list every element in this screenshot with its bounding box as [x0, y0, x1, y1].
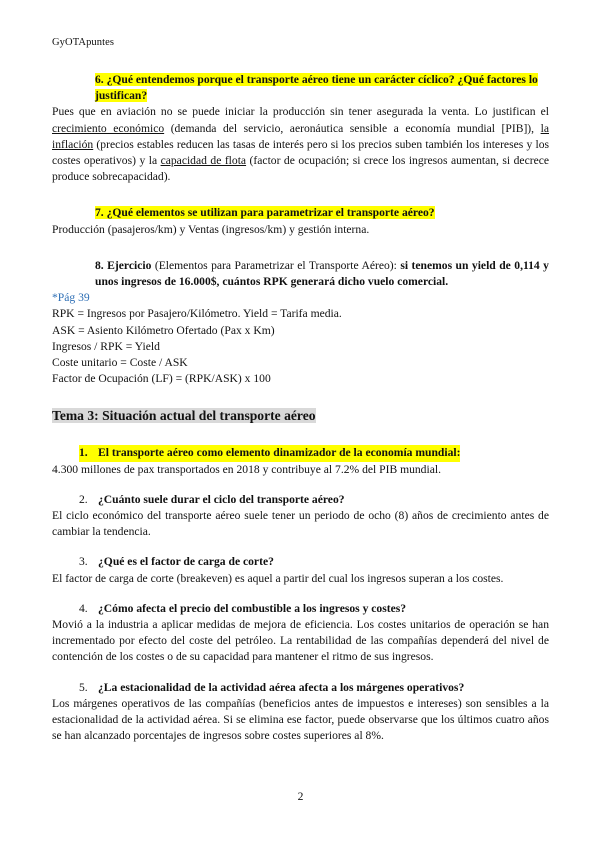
- q6-answer: [52, 104, 549, 185]
- formula-line: Coste unitario = Coste / ASK: [52, 356, 188, 370]
- tema3-item-1-answer: 4.300 millones de pax transportados en 2018 y contribuye al 7.2% del PIB mundial.: [52, 462, 441, 476]
- q8-question: si tenemos un yield de 0,114 y unos ingresos de 16.000$, cuántos RPK generará dicho vuelo comercial.: [95, 258, 549, 289]
- tema3-item-3-answer: El factor de carga de corte (breakeven) es aquel a partir del cual los ingresos superan a los costes.: [52, 571, 504, 585]
- q8-statement: [52, 258, 549, 290]
- item-number: 2.: [79, 492, 88, 506]
- tema3-item-1-title: [52, 445, 549, 461]
- formula-line: Factor de Ocupación (LF) = (RPK/ASK) x 100: [52, 372, 271, 386]
- item-number: 3.: [79, 555, 88, 569]
- item-title: ¿Qué es el factor de carga de corte?: [98, 555, 274, 569]
- tema3-item-3-title: [52, 554, 549, 570]
- q6-answer-part1: Pues que en aviación no se puede iniciar la producción sin tener asegurada la venta. Lo justifican el: [52, 105, 549, 119]
- q6-term-capacidad: capacidad de flota: [160, 154, 247, 168]
- q6-answer-part4: (factor de ocupación; si crece los ingresos aumentan, si decrece produce sobrecapacidad).: [52, 154, 550, 184]
- tema3-item-4-title: [52, 601, 549, 617]
- q7-title: [52, 205, 549, 221]
- formula-line: ASK = Asiento Kilómetro Ofertado (Pax x Km): [52, 323, 275, 337]
- item-number: 4.: [79, 601, 88, 615]
- page-number: 2: [297, 790, 304, 803]
- q6-answer-part3: (precios estables reducen las tasas de interés pero si los precios suben también los intereses y los costes operativos) y la: [52, 137, 549, 168]
- tema3-item-2-answer: El ciclo económico del transporte aéreo suele tener un periodo de ocho (8) años de crecimiento antes de cambiar la tendencia.: [52, 509, 549, 539]
- formula-line: Ingresos / RPK = Yield: [52, 339, 160, 353]
- header-brand: GyOTApuntes: [52, 37, 115, 48]
- q7-answer: Producción (pasajeros/km) y Ventas (ingresos/km) y gestión interna.: [52, 222, 370, 236]
- tema3-item-5-answer: Los márgenes operativos de las compañías (beneficios antes de impuestos e intereses) son sensibles a la estacionalidad de la actividad aérea. Si se elimina ese factor, puede observarse que los últimos cuatro años se han alcanzado porcentajes de ingresos sobre costes superiores al 8%.: [52, 696, 549, 743]
- section-heading: [52, 407, 549, 425]
- q8-paren: (Elementos para Parametrizar el Transporte Aéreo):: [151, 258, 401, 272]
- q6-title: [52, 72, 549, 104]
- q6-term-inflacion: la inflación: [52, 121, 549, 151]
- q6-term-crecimiento: crecimiento económico: [52, 121, 165, 135]
- item-number: 5.: [79, 680, 88, 694]
- q7-title-text: 7. ¿Qué elementos se utilizan para parametrizar el transporte aéreo?: [95, 206, 435, 220]
- tema3-item-5-title: [52, 680, 549, 696]
- section-heading-text: Tema 3: Situación actual del transporte aéreo: [52, 408, 316, 424]
- q6-answer-part2: (demanda del servicio, aeronáutica sensible a economía mundial [PIB]),: [164, 121, 541, 135]
- item-title: ¿Cuánto suele durar el ciclo del transporte aéreo?: [98, 492, 345, 506]
- tema3-item-2-title: [52, 492, 549, 508]
- page-content: [52, 72, 549, 745]
- q6-title-text: 6. ¿Qué entendemos porque el transporte aéreo tiene un carácter cíclico? ¿Qué factores lo justifican?: [95, 73, 538, 103]
- item-title: ¿La estacionalidad de la actividad aérea afecta a los márgenes operativos?: [98, 680, 465, 694]
- item-title: El transporte aéreo como elemento dinamizador de la economía mundial:: [98, 445, 460, 461]
- formula-line: RPK = Ingresos por Pasajero/Kilómetro. Yield = Tarifa media.: [52, 307, 342, 321]
- q8-page-ref: *Pág 39: [52, 291, 90, 305]
- item-number: 1.: [79, 445, 98, 461]
- tema3-item-4-answer: Movió a la industria a aplicar medidas de mejora de eficiencia. Los costes unitarios de operación se han incrementado por efecto del coste del petróleo. La rentabilidad de las compañías dependerá del nivel de contención de los costes o de su capacidad para mantener el ritmo de sus ingresos.: [52, 618, 549, 664]
- q8-lead: 8. Ejercicio: [95, 258, 152, 272]
- item-title: ¿Cómo afecta el precio del combustible a los ingresos y costes?: [98, 601, 407, 615]
